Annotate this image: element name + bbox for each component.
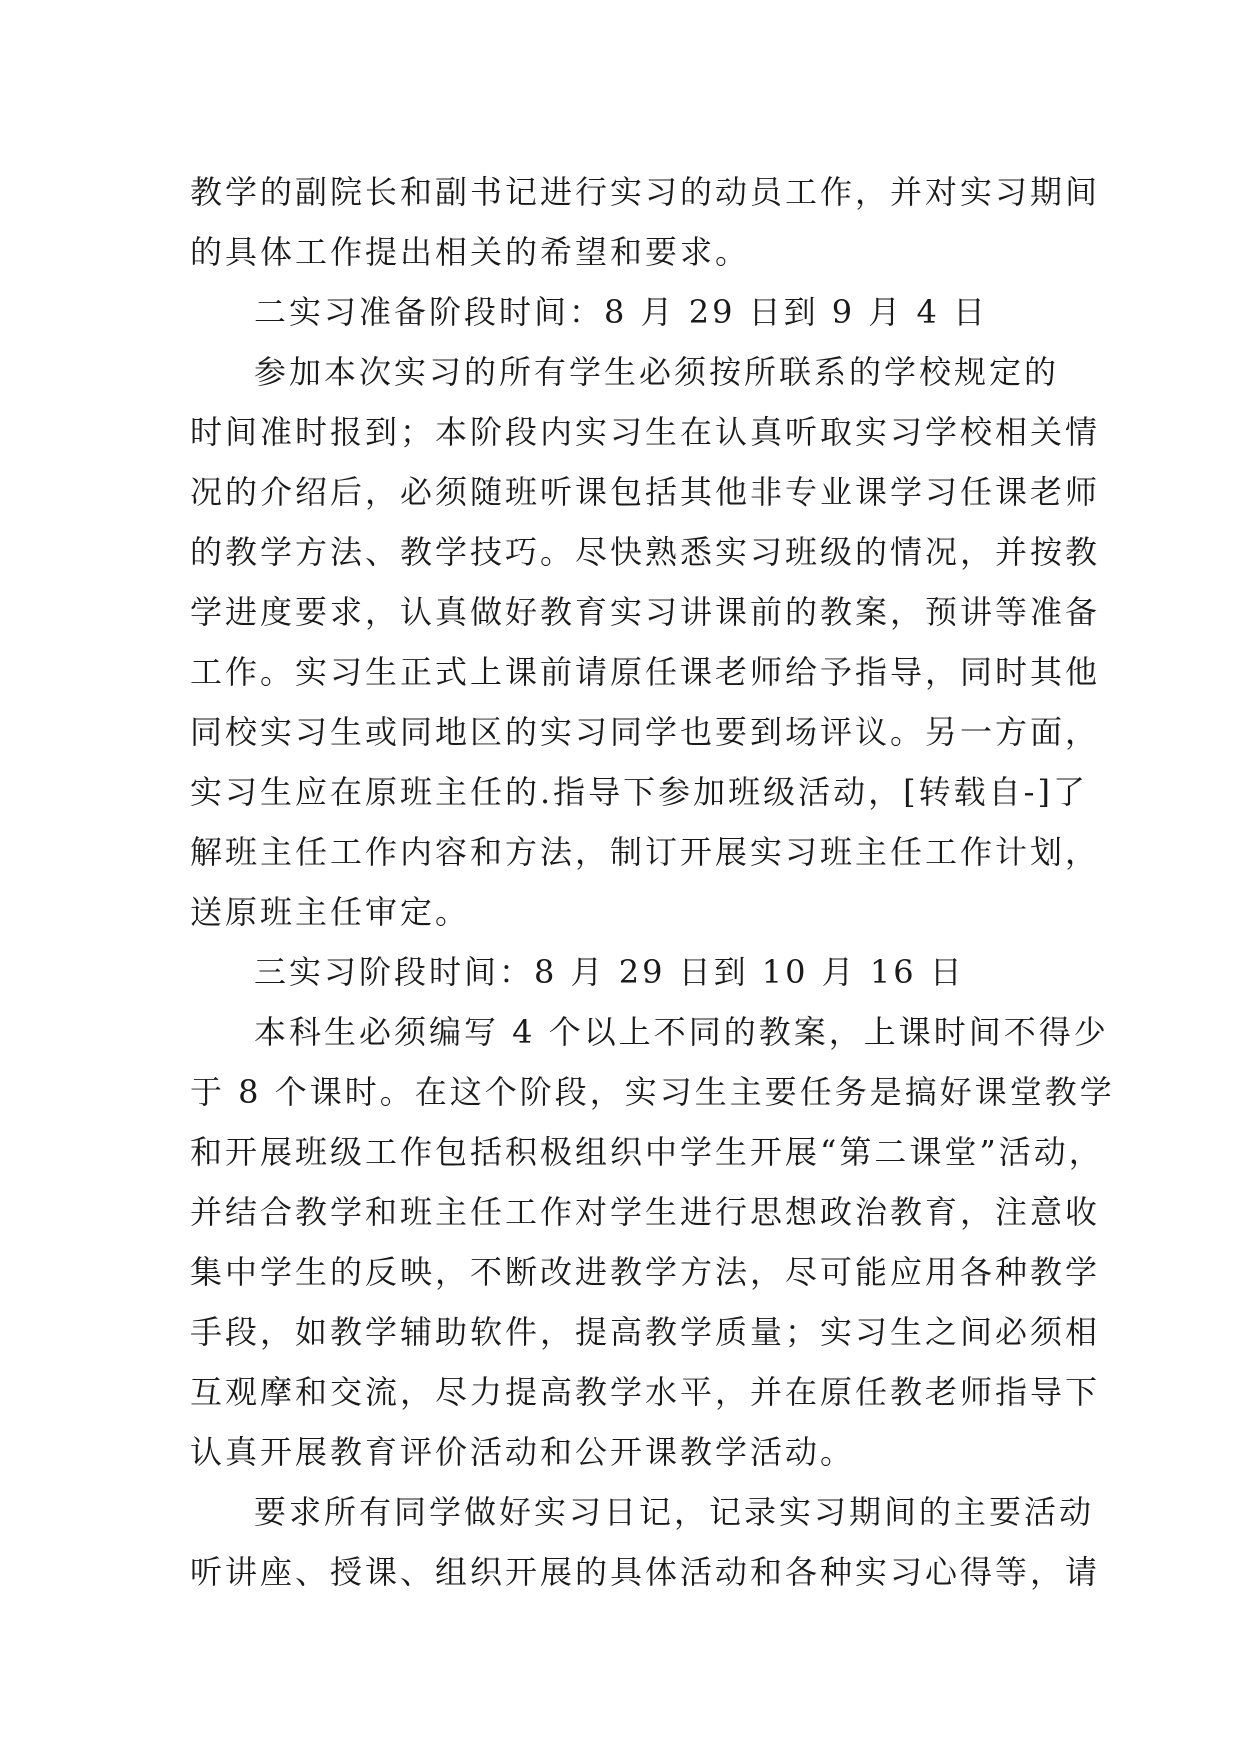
document-body [190, 162, 1115, 1602]
text-line: 于 8 个课时。在这个阶段，实习生主要任务是搞好课堂教学 [190, 1073, 1115, 1111]
text-line: 同校实习生或同地区的实习同学也要到场评议。另一方面， [190, 713, 1101, 751]
text-line: 时间准时报到；本阶段内实习生在认真听取实习学校相关情 [190, 413, 1101, 451]
paragraph-stage-two-body [190, 342, 1101, 942]
text-line: 并结合教学和班主任工作对学生进行思想政治教育，注意收 [190, 1193, 1101, 1231]
paragraph-intro-continued [190, 162, 1101, 282]
text-line: 的具体工作提出相关的希望和要求。 [190, 233, 751, 271]
text-line: 本科生必须编写 4 个以上不同的教案，上课时间不得少 [254, 1013, 1109, 1051]
text-line: 况的介绍后，必须随班听课包括其他非专业课学习任课老师 [190, 473, 1101, 511]
text-line: 送原班主任审定。 [190, 893, 471, 931]
text-line: 解班主任工作内容和方法，制订开展实习班主任工作计划， [190, 833, 1101, 871]
text-line: 集中学生的反映，不断改进教学方法，尽可能应用各种教学 [190, 1253, 1101, 1291]
text-line: 手段，如教学辅助软件，提高教学质量；实习生之间必须相 [190, 1313, 1101, 1351]
heading-text: 三实习阶段时间：8 月 29 日到 10 月 16 日 [254, 953, 965, 991]
text-line: 工作。实习生正式上课前请原任课老师给予指导，同时其他 [190, 653, 1101, 691]
text-line: 教学的副院长和副书记进行实习的动员工作，并对实习期间 [190, 173, 1101, 211]
text-line: 互观摩和交流，尽力提高教学水平，并在原任教老师指导下 [190, 1373, 1101, 1411]
section-heading-stage-two [190, 282, 1050, 342]
text-line: 的教学方法、教学技巧。尽快熟悉实习班级的情况，并按教 [190, 533, 1101, 571]
text-line: 参加本次实习的所有学生必须按所联系的学校规定的 [254, 353, 1060, 391]
paragraph-diary [190, 1482, 1101, 1602]
text-line: 实习生应在原班主任的.指导下参加班级活动，[转载自-]了 [190, 773, 1088, 811]
text-line: 听讲座、授课、组织开展的具体活动和各种实习心得等，请 [190, 1553, 1101, 1591]
text-line: 要求所有同学做好实习日记，记录实习期间的主要活动 [254, 1493, 1095, 1531]
paragraph-stage-three-body [190, 1002, 1115, 1482]
text-line: 学进度要求，认真做好教育实习讲课前的教案，预讲等准备 [190, 593, 1101, 631]
text-line: 和开展班级工作包括积极组织中学生开展“第二课堂”活动， [190, 1133, 1104, 1171]
text-line: 认真开展教育评价活动和公开课教学活动。 [190, 1433, 856, 1471]
heading-text: 二实习准备阶段时间：8 月 29 日到 9 月 4 日 [254, 293, 989, 331]
section-heading-stage-three [190, 942, 1050, 1002]
